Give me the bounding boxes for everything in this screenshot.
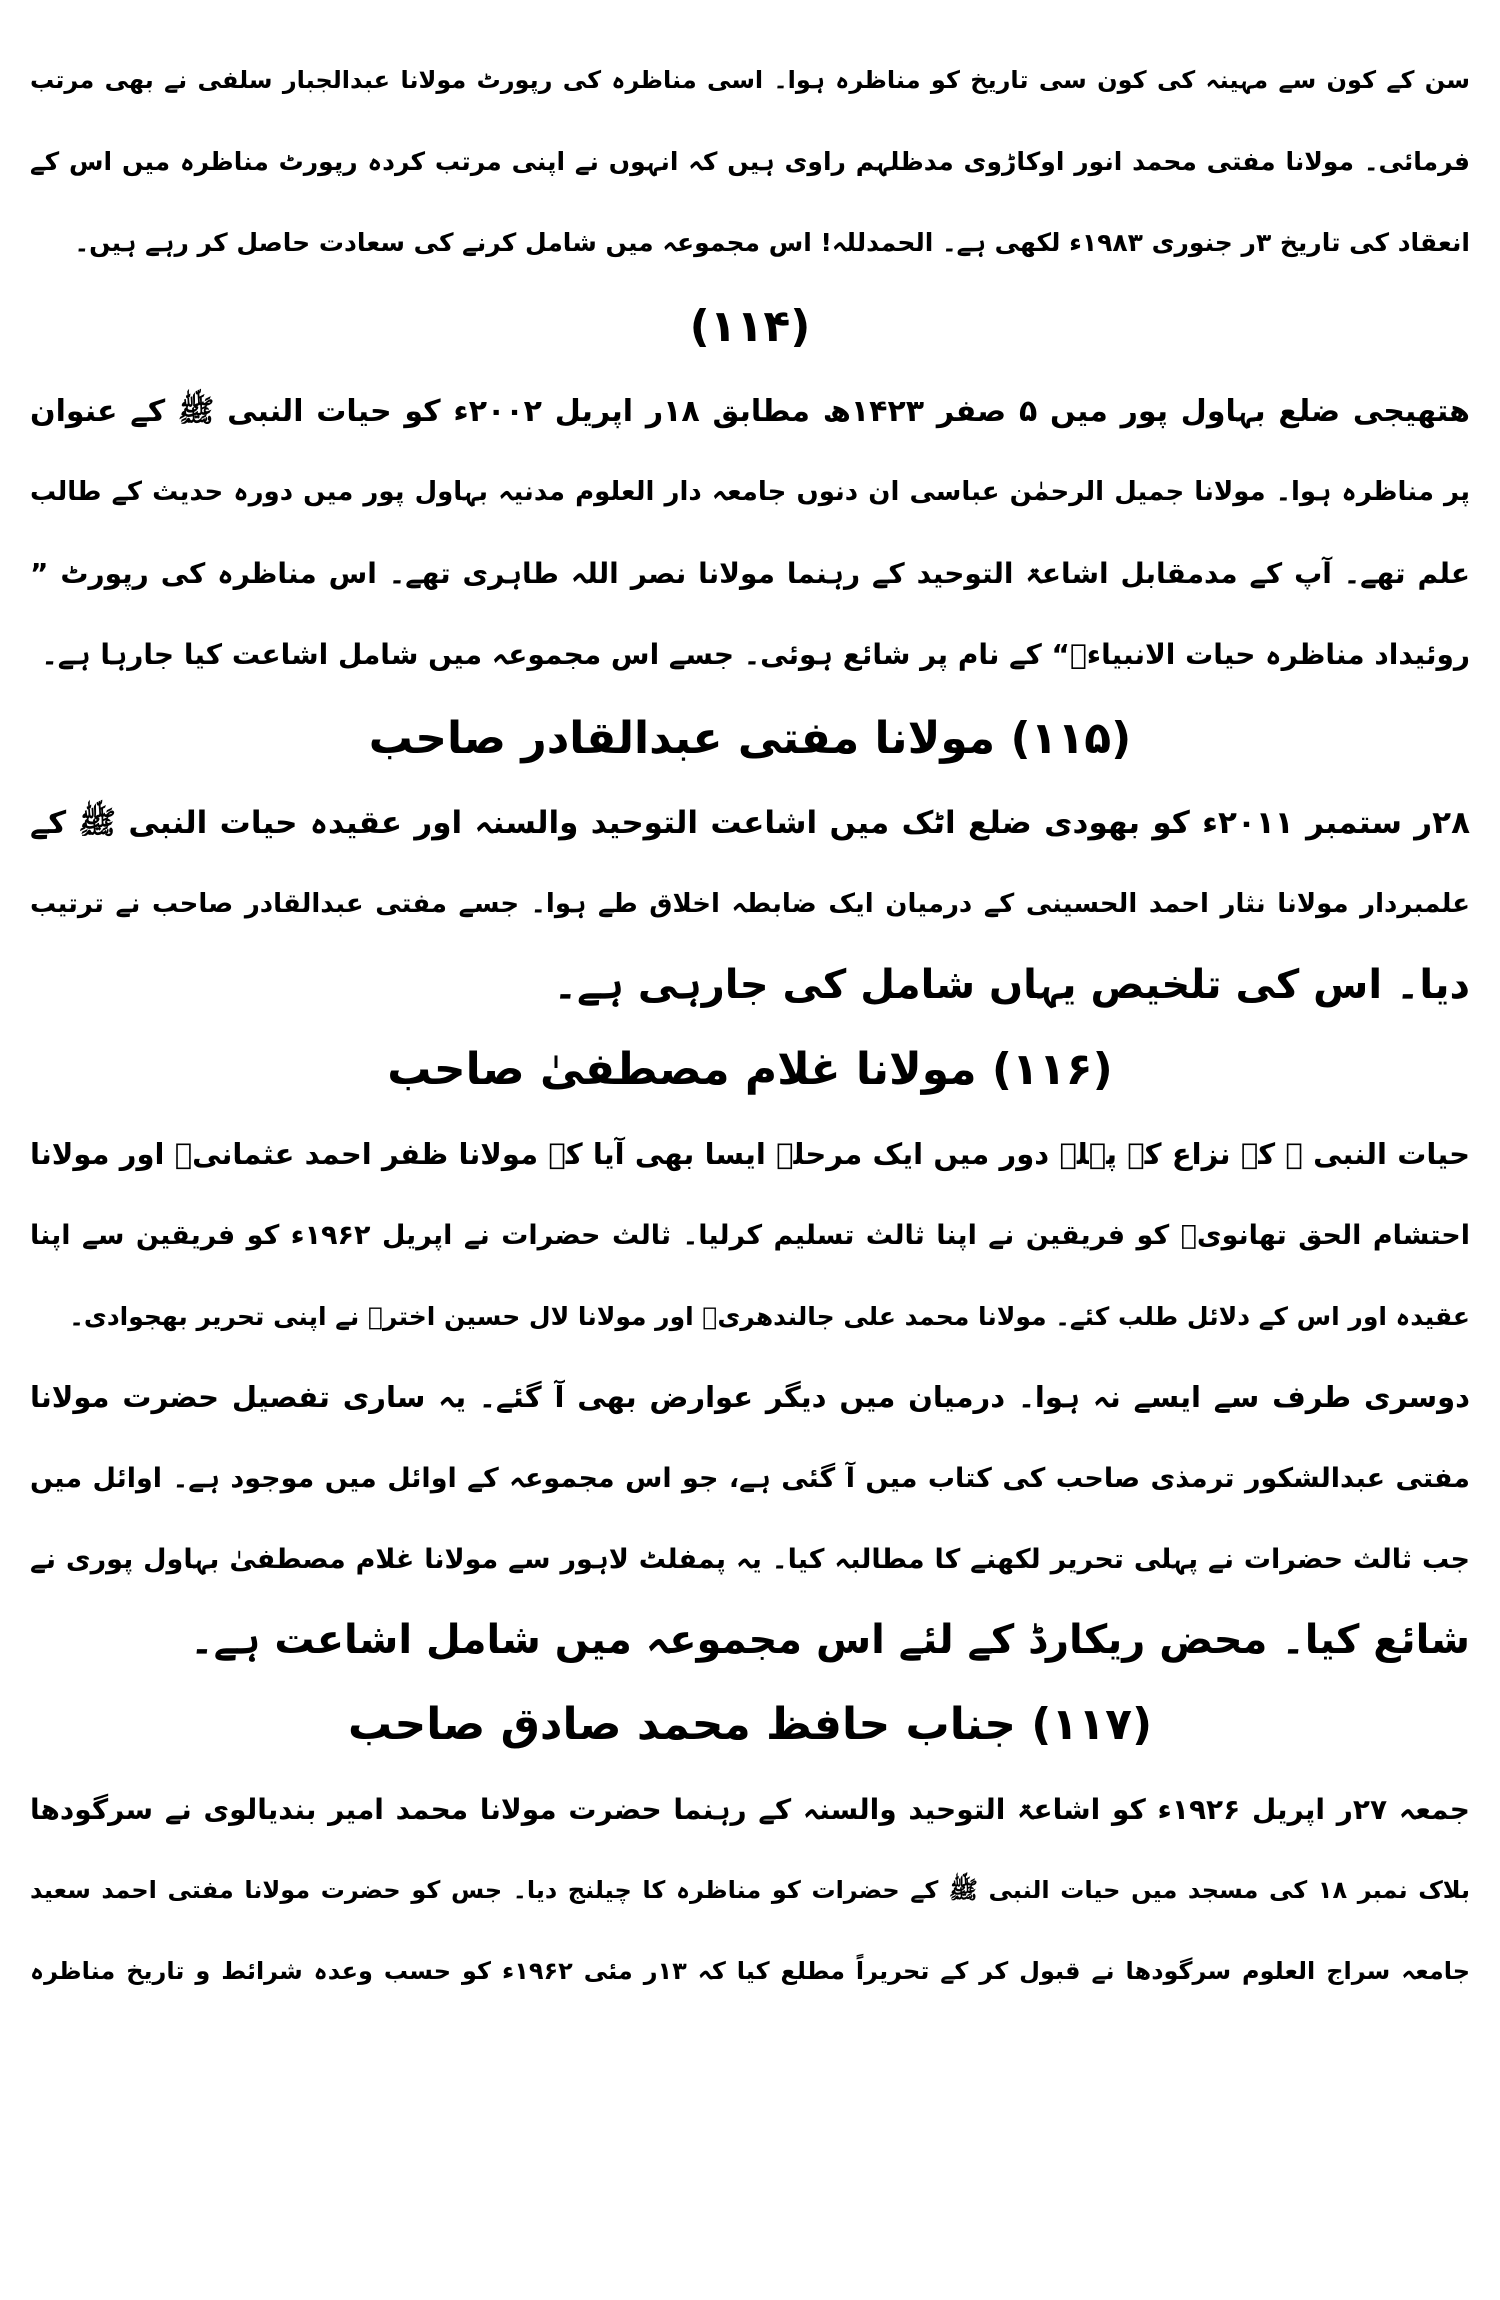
text-line: مفتی عبدالشکور ترمذی صاحب کی کتاب میں آ گئی ہے، جو اس مجموعہ کے اوائل میں موجود ہے۔ اوائل میں	[30, 1463, 1470, 1494]
text-line: سن کے کون سے مہینہ کی کون سی تاریخ کو مناظرہ ہوا۔ اسی مناظرہ کی رپورٹ مولانا عبدالجبار سلفی نے بھی مرتب	[30, 66, 1470, 94]
text-line: احتشام الحق تھانویؒ کو فریقین نے اپنا ثالث تسلیم کرلیا۔ ثالث حضرات نے اپریل ۱۹۶۲ء کو فریقین سے اپنا	[30, 1220, 1470, 1251]
text-line: جب ثالث حضرات نے پہلی تحریر لکھنے کا مطالبہ کیا۔ یہ پمفلٹ لاہور سے مولانا غلام مصطفیٰ بہاول پوری نے	[30, 1544, 1470, 1575]
text-line: عقیدہ اور اس کے دلائل طلب کئے۔ مولانا محمد علی جالندھریؒ اور مولانا لال حسین اخترؒ نے اپنی تحریر بھجوادی۔	[69, 1302, 1470, 1331]
section-115-paragraph	[30, 783, 1470, 1026]
text-line: دیا۔ اس کی تلخیص یہاں شامل کی جارہی ہے۔	[553, 962, 1470, 1008]
text-line: ۲۸ر ستمبر ۲۰۱۱ء کو بھودی ضلع اٹک میں اشاعت التوحید والسنہ اور عقیدہ حیات النبی ﷺ کے	[30, 805, 1470, 841]
text-line: جامعہ سراج العلوم سرگودھا نے قبول کر کے تحریراً مطلع کیا کہ ۱۳ر مئی ۱۹۶۲ء کو حسب وعدہ شرائط و تاریخ مناظرہ	[30, 1957, 1470, 1985]
text-line: شائع کیا۔ محض ریکارڈ کے لئے اس مجموعہ میں شامل اشاعت ہے۔	[190, 1617, 1470, 1663]
section-heading-115: (۱۱۵) مولانا مفتی عبدالقادر صاحب	[368, 713, 1132, 764]
section-heading-114: (۱۱۴)	[689, 301, 811, 352]
section-116-paragraph	[30, 1114, 1470, 1681]
text-line: پر مناظرہ ہوا۔ مولانا جمیل الرحمٰن عباسی ان دنوں جامعہ دار العلوم مدنیہ بہاول پور میں دورہ حدیث کے طالب	[30, 477, 1470, 507]
section-heading-116: (۱۱۶) مولانا غلام مصطفیٰ صاحب	[387, 1044, 1113, 1095]
text-line: جمعہ ۲۷ر اپریل ۱۹۲۶ء کو اشاعۃ التوحید والسنہ کے رہنما حضرت مولانا محمد امیر بندیالوی نے سرگودھا	[30, 1793, 1470, 1826]
text-line: ھتھیجی ضلع بہاول پور میں ۵ صفر ۱۴۲۳ھ مطابق ۱۸ر اپریل ۲۰۰۲ء کو حیات النبی ﷺ کے عنوان	[30, 394, 1470, 429]
section-114-paragraph	[30, 371, 1470, 695]
intro-paragraph	[30, 40, 1470, 283]
text-line: انعقاد کی تاریخ ۳ر جنوری ۱۹۸۳ء لکھی ہے۔ الحمدللہ! اس مجموعہ میں شامل کرنے کی سعادت حاصل کر رہے ہیں۔	[74, 228, 1470, 257]
text-line: علمبردار مولانا نثار احمد الحسینی کے درمیان ایک ضابطہ اخلاق طے ہوا۔ جسے مفتی عبدالقادر صاحب نے ترتیب	[30, 889, 1470, 919]
section-117-paragraph	[30, 1769, 1470, 2012]
text-line: علم تھے۔ آپ کے مدمقابل اشاعۃ التوحید کے رہنما مولانا نصر اللہ طاہری تھے۔ اس مناظرہ کی رپورٹ ”	[30, 557, 1470, 590]
text-line: حیات النبی ﷺ کے نزاع کے پہلے دور میں ایک مرحلہ ایسا بھی آیا کہ مولانا ظفر احمد عثمانیؒ اور مولانا	[30, 1137, 1470, 1171]
text-line: روئیداد مناظرہ حیات الانبیاءؑ“ کے نام پر شائع ہوئی۔ جسے اس مجموعہ میں شامل اشاعت کیا جارہا ہے۔	[41, 638, 1470, 671]
text-line: بلاک نمبر ۱۸ کی مسجد میں حیات النبی ﷺ کے حضرات کو مناظرہ کا چیلنج دیا۔ جس کو حضرت مولانا مفتی احمد سعید	[30, 1876, 1470, 1904]
text-line: فرمائی۔ مولانا مفتی محمد انور اوکاڑوی مدظلہم راوی ہیں کہ انہوں نے اپنی مرتب کردہ رپورٹ مناظرہ میں اس کے	[30, 147, 1470, 176]
section-heading-117: (۱۱۷) جناب حافظ محمد صادق صاحب	[347, 1699, 1153, 1750]
text-line: دوسری طرف سے ایسے نہ ہوا۔ درمیان میں دیگر عوارض بھی آ گئے۔ یہ ساری تفصیل حضرت مولانا	[30, 1380, 1470, 1414]
